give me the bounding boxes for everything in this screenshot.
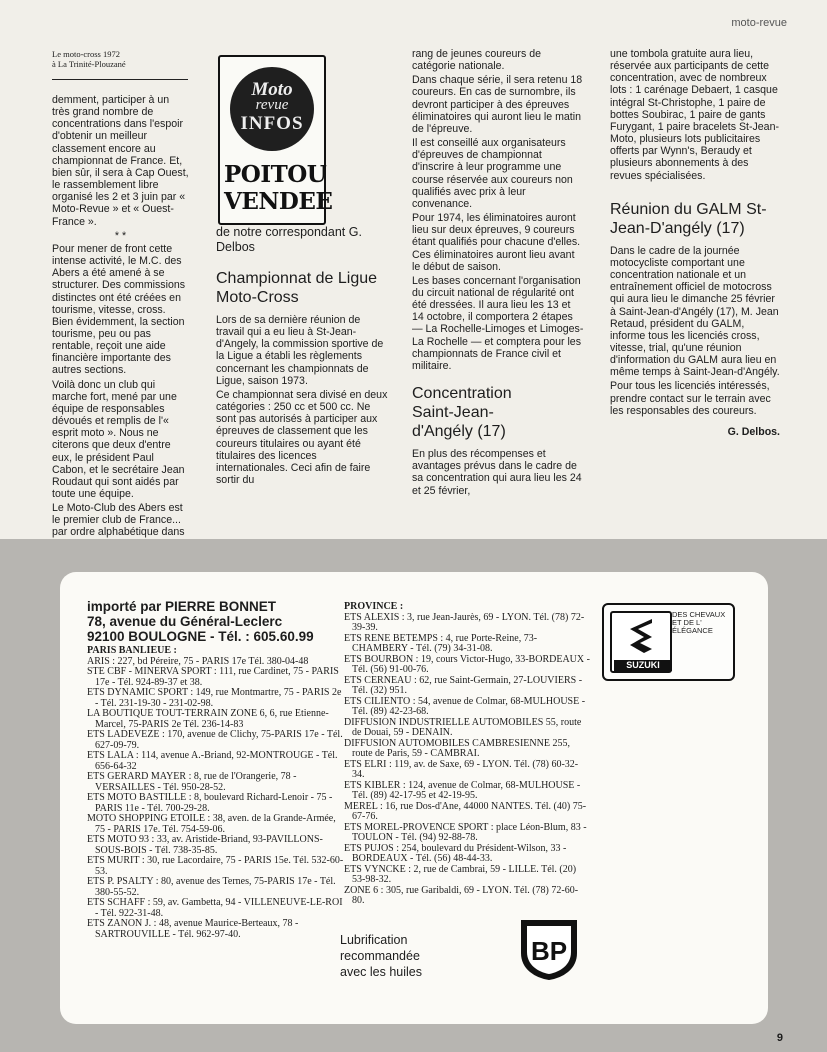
- paris-dealers-column: [87, 599, 345, 940]
- paragraph: demment, participer à un très grand nombre de concentrations dans l'espoir d'obtenir un meilleur classement encore au championnat de France. Et, bien sûr, il sera à Cap Ouest, le rassemblement libre organisé les 2 et 3 juin par « Moto-Revue » et « Ouest-France ».: [52, 94, 189, 228]
- paragraph: une tombola gratuite aura lieu, réservée aux participants de cette concentration, avec de nombreux lots : 1 carénage Debaert, 1 casque intégral St-Christophe, 1 paire de bottes Soubirac, 1 paire de gants Furygant, 1 paire bracelets St-Jean-Moto, plusieurs lots publicitaires offerts par Wynn's, Beraudy et plusieurs abonnements à des revues spécialisées.: [610, 48, 779, 182]
- tagline-line: ET DE L': [672, 618, 702, 627]
- dealer-entry: ETS VYNCKE : 2, rue de Cambrai, 59 - LILLE. Tél. (20) 53-98-32.: [344, 863, 577, 885]
- dealer-entry: ZONE 6 : 305, rue Garibaldi, 69 - LYON. Tél. (78) 72-60-80.: [344, 884, 579, 906]
- paragraph: Les bases concernant l'organisation du circuit national de régularité ont été dressées. Il aura lieu les 13 et 14 octobre, il comportera 2 étapes — La Rochelle-Limoges et Limoges-La Rochelle — et comptera pour les championnats de France civil et militaire.: [412, 274, 584, 372]
- dealer-entry: ETS ELRI : 119, av. de Saxe, 69 - LYON. Tél. (78) 60-32-34.: [344, 758, 579, 780]
- importer-line: 92100 BOULOGNE - Tél. : 605.60.99: [87, 629, 314, 644]
- dealer-entry: ETS LALA : 114, avenue A.-Briand, 92-MONTROUGE - Tél. 656-64-32: [87, 750, 338, 772]
- dealer-entry: DIFFUSION INDUSTRIELLE AUTOMOBILES 55, route de Douai, 59 - DENAIN.: [344, 716, 582, 738]
- dealer-entry: ETS DYNAMIC SPORT : 149, rue Montmartre, 75 - PARIS 2e - Tél. 231-19-30 - 231-02-98.: [87, 687, 342, 709]
- suzuki-tagline: [672, 611, 728, 635]
- dealer-entry: ETS BOURBON : 19, cours Victor-Hugo, 33-BORDEAUX - Tél. (56) 91-00-76.: [344, 653, 590, 675]
- dealer-entry: DIFFUSION AUTOMOBILES CAMBRESIENNE 255, route de Paris, 59 - CAMBRAI.: [344, 737, 570, 759]
- photo-caption: [52, 50, 126, 69]
- paragraph: Pour mener de front cette intense activité, le M.C. des Abers a été amené à se structurer. Des commissions distinctes ont été créées en tourisme, vitesse, cross. Bien évidemment, la section tourisme, peu ou pas rentable, reçoit une aide financière importante des autres sections.: [52, 242, 186, 377]
- dealer-entry: ETS MURIT : 30, rue Lacordaire, 75 - PARIS 15e. Tél. 532-60-53.: [87, 855, 344, 877]
- suzuki-wordmark: SUZUKI: [614, 660, 672, 671]
- article-column-4: [610, 48, 780, 438]
- slogan-line: Lubrification: [340, 933, 408, 947]
- region-line: POITOU: [224, 161, 327, 188]
- paragraph: Il est conseillé aux organisateurs d'épreuves de championnat d'inscrire à leur programme une course réservée aux coureurs non qualifiés avec prix à leur convenance.: [412, 137, 573, 210]
- dealer-entry: ETS ZANON J. : 48, avenue Maurice-Berteaux, 78 - SARTROUVILLE - Tél. 962-97-40.: [87, 918, 299, 940]
- slogan-line: recommandée: [340, 949, 420, 963]
- logo-moto-text: Moto: [251, 79, 293, 100]
- region-title: [224, 161, 333, 215]
- dealer-entry: ARIS : 227, bd Péreire, 75 - PARIS 17e Tél. 380-04-48: [87, 655, 309, 667]
- tagline-line: ÉLÉGANCE: [672, 626, 713, 635]
- paragraph: Pour 1974, les éliminatoires auront lieu sur deux épreuves, 9 coureurs étant qualifiés pour chacune d'elles. Ces éliminatoires auront lieu avant le début de saison.: [412, 212, 581, 273]
- dealer-entry: STE CBF - MINERVA SPORT : 111, rue Cardinet, 75 - PARIS 17e - Tél. 924-89-37 et 38.: [87, 666, 339, 688]
- province-dealers-column: [344, 602, 590, 907]
- dealer-entry: ETS GERARD MAYER : 8, rue de l'Orangerie, 78 - VERSAILLES - Tél. 950-28-52.: [87, 771, 297, 793]
- dealer-entry: ETS KIBLER : 124, avenue de Colmar, 68-MULHOUSE - Tél. (89) 42-17-95 et 42-19-95.: [344, 779, 581, 801]
- slogan-line: avec les huiles: [340, 965, 422, 979]
- section-heading: Réunion du GALM St-Jean-D'angély (17): [610, 200, 767, 237]
- caption-line: Le moto-cross 1972: [52, 49, 120, 59]
- dealer-entry: ETS CILIENTO : 54, avenue de Colmar, 68-MULHOUSE - Tél. (89) 42-23-68.: [344, 695, 586, 717]
- dealer-entry: ETS ALEXIS : 3, rue Jean-Jaurès, 69 - LYON. Tél. (78) 72-39-39.: [344, 611, 585, 633]
- dealer-entry: ETS MOREL-PROVENCE SPORT : place Léon-Blum, 83 - TOULON - Tél. (94) 92-88-78.: [344, 821, 587, 843]
- suzuki-advertisement: [60, 572, 768, 1024]
- paris-heading: PARIS BANLIEUE :: [87, 645, 177, 656]
- paragraph: Dans chaque série, il sera retenu 18 coureurs. En cas de surnombre, ils devront participer à des épreuves éliminatoires qui auront lieu le matin de l'épreuve.: [412, 74, 583, 135]
- dealer-entry: ETS CERNEAU : 62, rue Saint-Germain, 27-LOUVIERS - Tél. (32) 951.: [344, 674, 583, 696]
- paragraph: rang de jeunes coureurs de catégorie nationale.: [412, 48, 541, 73]
- dealer-entry: ETS PUJOS : 254, boulevard du Président-Wilson, 33 - BORDEAUX - Tél. (56) 48-44-33.: [344, 842, 567, 864]
- section-heading: Championnat de Ligue Moto-Cross: [216, 270, 378, 306]
- bp-logo-text: BP: [530, 936, 568, 966]
- importer-line: 78, avenue du Général-Leclerc: [87, 614, 283, 629]
- divider: [52, 79, 188, 80]
- paragraph: Pour tous les licenciés intéressés, prendre contact sur le terrain avec les responsables des coureurs.: [610, 380, 771, 417]
- dealer-entry: ETS LADEVEZE : 170, avenue de Clichy, 75-PARIS 17e - Tél. 627-09-79.: [87, 729, 343, 751]
- section-heading: Concentration Saint-Jean-d'Angély (17): [412, 385, 512, 441]
- paragraph: En plus des récompenses et avantages prévus dans le cadre de sa concentration qui aura lieu les 24 et 25 février,: [412, 448, 582, 497]
- dealer-entry: ETS SCHAFF : 59, av. Gambetta, 94 - VILLENEUVE-LE-ROI - Tél. 922-31-48.: [87, 897, 343, 919]
- bp-slogan: [340, 932, 422, 980]
- paragraph: Dans le cadre de la journée motocycliste comportant une concentration nationale et un entraînement officiel de motocross qui aura lieu le dimanche 25 février à Saint-Jean-d'Angély (17), M. Jean Retaud, président du GALM, informe tous les licenciés cross, vitesse, trial, qu'une réunion d'information du GALM aura lieu en même temps à Saint-Jean-d'Angély.: [610, 244, 780, 379]
- signature: G. Delbos.: [727, 425, 780, 438]
- paragraph: Voilà donc un club qui marche fort, mené par une équipe de responsables dévoués et remplis de l'« esprit moto ». Nous ne citerons que deux d'entre eux, le président Paul Cabon, et le secrétaire Jean Roudaut qui sont aidés par toute une équipe.: [52, 378, 185, 500]
- dealer-entry: ETS RENE BETEMPS : 4, rue Porte-Reine, 73-CHAMBERY - Tél. (79) 34-31-08.: [344, 632, 538, 654]
- paragraph: Ce championnat sera divisé en deux catégories : 250 cc et 500 cc. Ne sont pas autorisés à participer aux épreuves de classement que les coureurs titulaires ou ayant été titulaires des licences internationales. Ceci afin de faire sortir du: [216, 388, 388, 487]
- importer-block: [87, 599, 345, 644]
- dealer-entry: LA BOUTIQUE TOUT-TERRAIN ZONE 6, 6, rue Etienne-Marcel, 75-PARIS 2e Tél. 236-14-83: [87, 708, 329, 730]
- caption-line: à La Trinité-Plouzané: [52, 58, 126, 69]
- logo-infos-text: INFOS: [240, 113, 304, 134]
- paragraph: Lors de sa dernière réunion de travail qui a eu lieu à St-Jean-d'Angely, la commission sportive de la Ligue a établi les règlements concernant les championnats de Ligue, saison 1973.: [216, 314, 384, 387]
- article-column-3: [412, 48, 584, 499]
- suzuki-logo: [602, 603, 735, 681]
- province-heading: PROVINCE :: [344, 601, 404, 612]
- suzuki-s-icon: [622, 617, 660, 657]
- paragraph: Le Moto-Club des Abers est le premier club de France... par ordre alphabétique dans: [52, 502, 185, 539]
- logo-revue-text: revue: [255, 97, 289, 113]
- dealer-entry: MEREL : 16, rue Dos-d'Ane, 44000 NANTES. Tél. (40) 75-67-76.: [344, 800, 587, 822]
- tagline-line: DES CHEVAUX: [672, 610, 726, 619]
- bp-logo: [518, 917, 580, 981]
- separator-asterisks: * *: [114, 229, 127, 242]
- magazine-header: moto-revue: [731, 17, 787, 29]
- suzuki-emblem: [610, 611, 672, 673]
- region-line: VENDEE: [224, 188, 333, 215]
- article-column-1: [52, 94, 189, 591]
- moto-revue-infos-logo: [218, 55, 333, 225]
- dealer-entry: ETS MOTO BASTILLE : 8, boulevard Richard-Lenoir - 75 - PARIS 11e - Tél. 700-29-28.: [87, 792, 333, 814]
- page-number: 9: [776, 1032, 783, 1044]
- dealer-entry: ETS MOTO 93 : 33, av. Aristide-Briand, 93-PAVILLONS-SOUS-BOIS - Tél. 738-35-85.: [87, 834, 323, 856]
- byline: de notre correspondant G. Delbos: [216, 225, 362, 254]
- article-column-2: [216, 225, 388, 488]
- importer-line: importé par PIERRE BONNET: [87, 599, 277, 614]
- dealer-entry: ETS P. PSALTY : 80, avenue des Ternes, 75-PARIS 17e - Tél. 380-55-52.: [87, 876, 336, 898]
- dealer-entry: MOTO SHOPPING ETOILE : 38, aven. de la Grande-Armée, 75 - PARIS 17e. Tél. 754-59-06.: [87, 813, 336, 835]
